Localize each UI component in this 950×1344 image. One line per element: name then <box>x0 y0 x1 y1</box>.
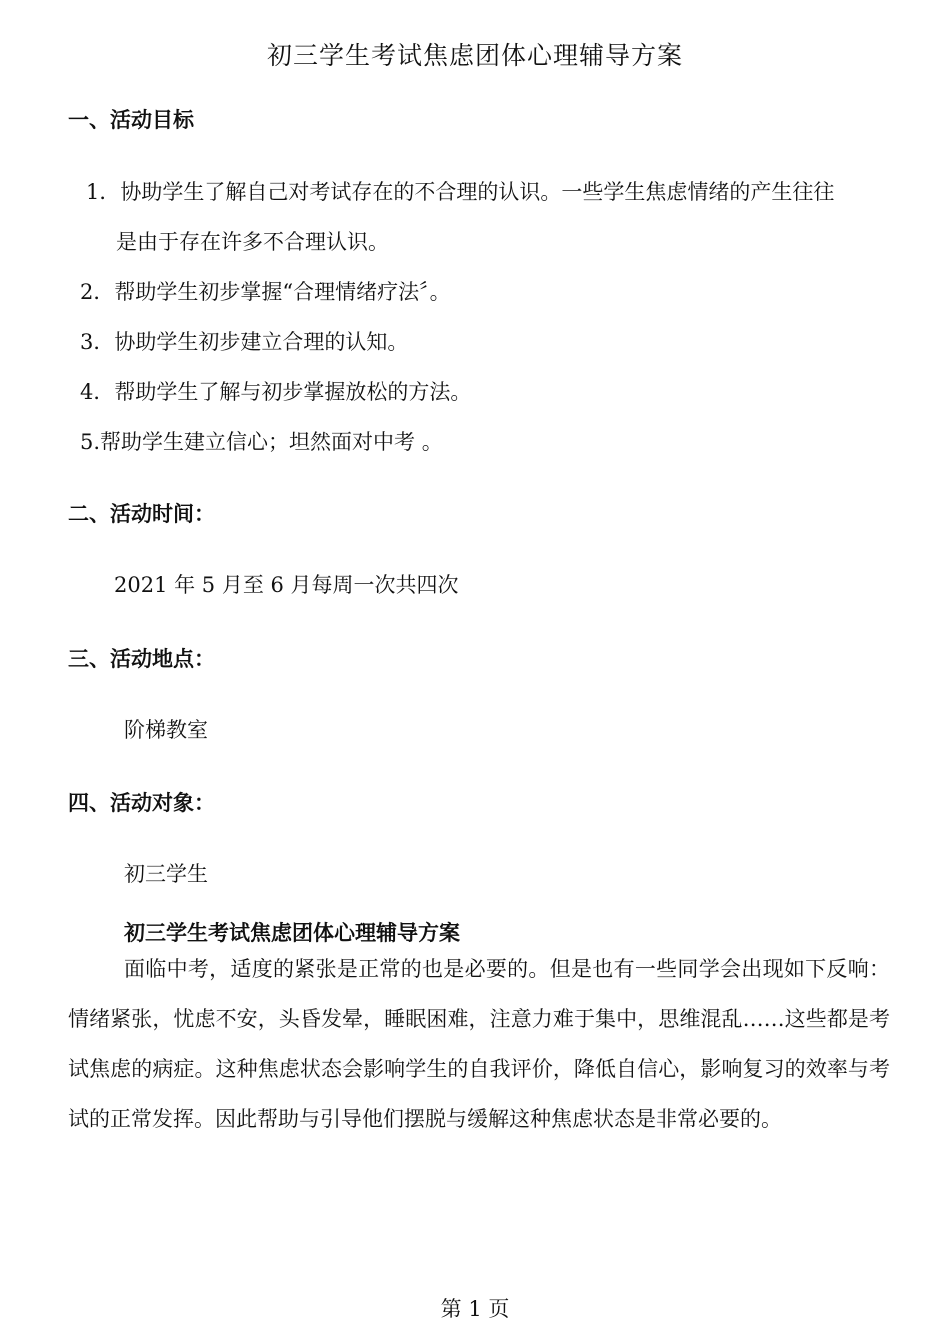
goal-item-1-line2: 是由于存在许多不合理认识。 <box>116 230 389 254</box>
target-content: 初三学生 <box>124 862 208 886</box>
page-number: 第 1 页 <box>440 1297 510 1321</box>
section-heading-time: 二、活动时间： <box>68 501 215 526</box>
place-content: 阶梯教室 <box>124 718 208 742</box>
subtitle: 初三学生考试焦虑团体心理辅导方案 <box>124 920 460 945</box>
intro-paragraph: 面临中考，适度的紧张是正常的也是必要的。但是也有一些同学会出现如下反响：情绪紧张，忧虑不安，头昏发晕，睡眠困难，注意力难于集中，思维混乱……这些都是考试焦虑的病症。这种焦虑状态会影响学生的自我评价，降低自信心，影响复习的效率与考试的正常发挥。因此帮助与引导他们摆脱与缓解这种焦虑状态是非常必要的。 <box>68 957 890 1131</box>
section-heading-place: 三、活动地点： <box>68 646 215 671</box>
goal-item-5: 5.帮助学生建立信心；坦然面对中考 。 <box>80 430 443 454</box>
goal-item-3: 3．协助学生初步建立合理的认知。 <box>80 330 409 354</box>
section-heading-target: 四、活动对象： <box>68 790 215 815</box>
section-heading-goals: 一、活动目标 <box>68 107 194 132</box>
goal-item-4: 4．帮助学生了解与初步掌握放松的方法。 <box>80 380 472 404</box>
goal-item-2: 2．帮助学生初步掌握“合理情绪疗法〞。 <box>80 280 451 304</box>
intro-paragraph-block <box>68 944 890 1144</box>
time-content: 2021 年 5 月至 6 月每周一次共四次 <box>114 573 459 597</box>
document-title: 初三学生考试焦虑团体心理辅导方案 <box>266 41 683 70</box>
goal-item-1-line1: 1．协助学生了解自己对考试存在的不合理的认识。一些学生焦虑情绪的产生往往 <box>86 180 835 204</box>
